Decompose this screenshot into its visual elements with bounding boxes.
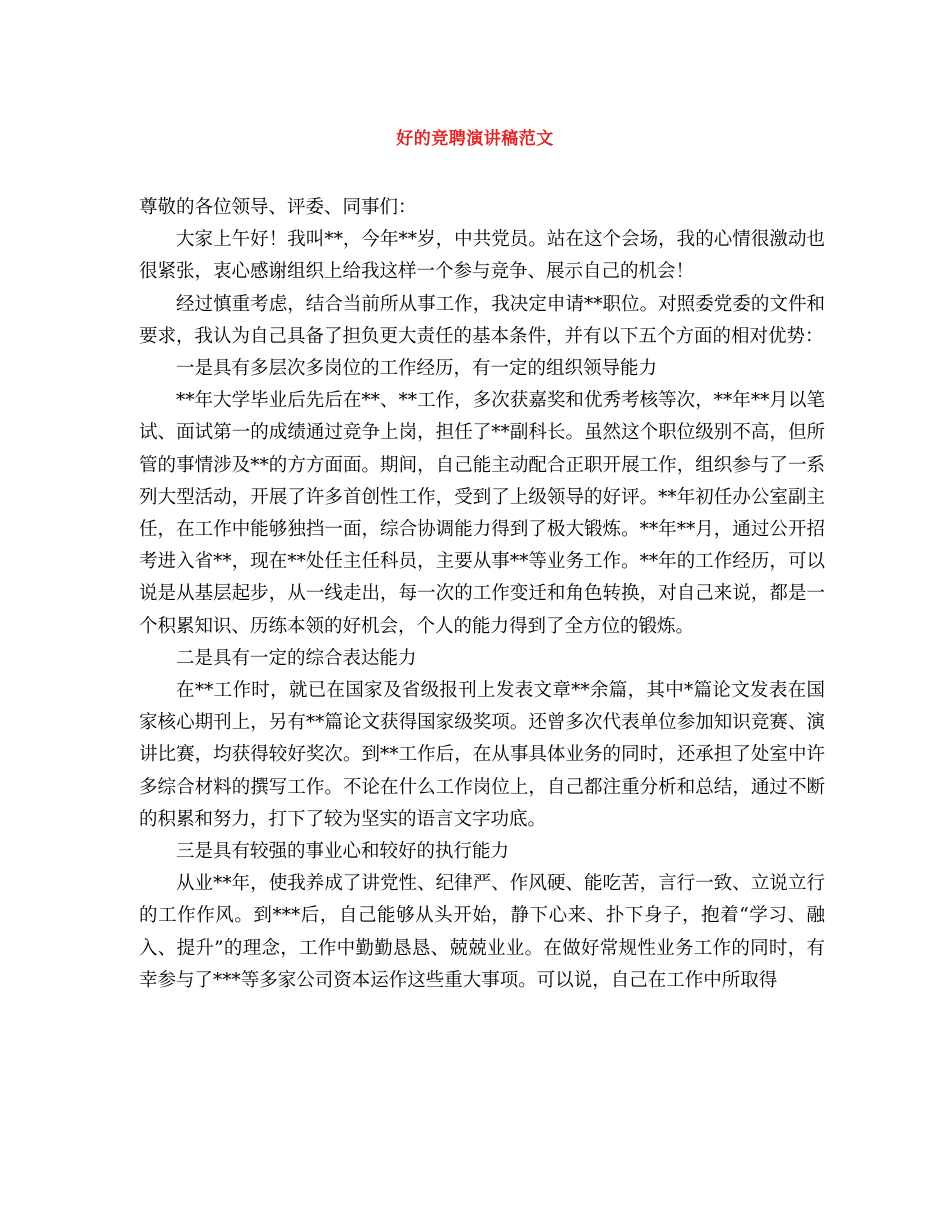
paragraph-application: 经过慎重考虑，结合当前所从事工作，我决定申请**职位。对照委党委的文件和要求，我认为自己具备了担负更大责任的基本条件，并有以下五个方面的相对优势： xyxy=(139,293,825,347)
paragraph-experience: **年大学毕业后先后在**、**工作，多次获嘉奖和优秀考核等次，**年**月以笔试、面试第一的成绩通过竞争上岗，担任了**副科长。虽然这个职位级别不高，但所管的事情涉及**的方方面面。期间，自己能主动配合正职开展工作，组织参与了一系列大型活动，开展了许多首创性工作，受到了上级领导的好评。**年初任办公室副主任，在工作中能够独挡一面，综合协调能力得到了极大锻炼。**年**月，通过公开招考进入省**，现在**处任主任科员，主要从事**等业务工作。**年的工作经历，可以说是从基层起步，从一线走出，每一次的工作变迁和角色转换，对自己来说，都是一个积累知识、历练本领的好机会，个人的能力得到了全方位的锻炼。 xyxy=(139,390,825,637)
section-heading-execution: 三是具有较强的事业心和较好的执行能力 xyxy=(176,841,510,863)
paragraph-greeting: 大家上午好！我叫**，今年**岁，中共党员。站在这个会场，我的心情很激动也很紧张，衷心感谢组织上给我这样一个参与竞争、展示自己的机会！ xyxy=(139,229,825,283)
section-heading-experience: 一是具有多层次多岗位的工作经历，有一定的组织领导能力 xyxy=(176,358,658,380)
document-body xyxy=(139,192,825,997)
document-title: 好的竞聘演讲稿范文 xyxy=(396,129,554,149)
paragraph-expression: 在**工作时，就已在国家及省级报刊上发表文章**余篇，其中*篇论文发表在国家核心期刊上，另有**篇论文获得国家级奖项。还曾多次代表单位参加知识竞赛、演讲比赛，均获得较好奖次。到**工作后，在从事具体业务的同时，还承担了处室中许多综合材料的撰写工作。不论在什么工作岗位上，自己都注重分析和总结，通过不断的积累和努力，打下了较为坚实的语言文字功底。 xyxy=(139,680,825,830)
section-heading-expression: 二是具有一定的综合表达能力 xyxy=(176,647,417,669)
paragraph-execution: 从业**年，使我养成了讲党性、纪律严、作风硬、能吃苦，言行一致、立说立行的工作作风。到***后，自己能够从头开始，静下心来、扑下身子，抱着“学习、融入、提升”的理念，工作中勤勤恳恳、兢兢业业。在做好常规性业务工作的同时，有幸参与了***等多家公司资本运作这些重大事项。可以说，自己在工作中所取得 xyxy=(139,873,825,991)
salutation: 尊敬的各位领导、评委、同事们： xyxy=(139,197,417,218)
